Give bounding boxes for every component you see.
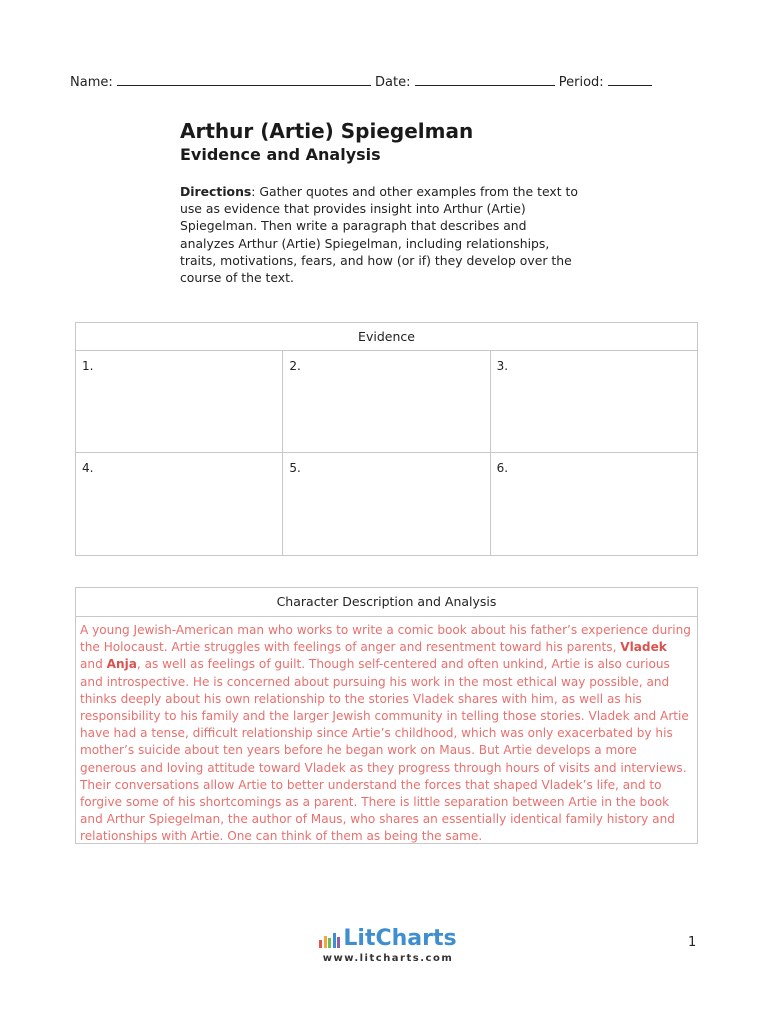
period-label: Period: (558, 75, 604, 90)
evidence-cell-3[interactable]: 3. (490, 351, 697, 453)
date-blank[interactable] (415, 73, 555, 86)
character-analysis-box (75, 587, 698, 844)
page-subtitle: Evidence and Analysis (180, 145, 381, 164)
page-number: 1 (688, 935, 697, 950)
directions-text: : Gather quotes and other examples from the text to use as evidence that provides insight into Arthur (Artie) Spiegelman. Then write a paragraph that describes and analyzes Arthur (Artie) Spiegelman, including relationships, traits, motivations, fears, and how (or if) they develop over the course of the text. (180, 184, 578, 286)
title-block (180, 118, 580, 166)
character-analysis-text[interactable] (76, 617, 697, 846)
logo-bar (337, 937, 340, 948)
date-label: Date: (375, 75, 411, 90)
logo-bar (319, 940, 322, 948)
directions-label: Directions (180, 184, 252, 199)
evidence-cell-4[interactable]: 4. (76, 453, 283, 556)
character-analysis-heading: Character Description and Analysis (76, 588, 697, 617)
period-blank[interactable] (608, 73, 652, 86)
logo-bar (328, 938, 331, 948)
analysis-and: and (80, 657, 107, 672)
name-label: Name: (70, 75, 113, 90)
student-info-line (70, 73, 710, 90)
logo-bar (324, 936, 327, 948)
page-title: Arthur (Artie) Spiegelman (180, 119, 474, 143)
analysis-text-part-1: A young Jewish-American man who works to write a comic book about his father’s experience during the Holocaust. Artie struggles with feelings of anger and resentment toward his parents, (80, 623, 691, 655)
logo-url[interactable]: www.litcharts.com (322, 953, 454, 964)
evidence-table (75, 322, 698, 556)
character-name-vladek: Vladek (620, 640, 667, 655)
evidence-cell-1[interactable]: 1. (76, 351, 283, 453)
logo-bar (333, 933, 336, 948)
analysis-text-part-2: , as well as feelings of guilt. Though self-centered and often unkind, Artie is also curious and introspective. He is concerned about pursuing his work in the most ethical way possible, and thinks deeply about his own relationship to the stories Vladek shares with him, as well as his responsibility to his family and the larger Jewish community in telling those stories. Vladek and Artie have had a tense, difficult relationship since Artie’s childhood, which was only exacerbated by his mother’s suicide about ten years before he began work on Maus. But Artie develops a more generous and loving attitude toward Vladek as they progress through hours of visits and interviews. Their conversations allow Artie to better understand the forces that shaped Vladek’s life, and to forgive some of his shortcomings as a parent. There is little separation between Artie in the book and Arthur Spiegelman, the author of Maus, who shares an essentially identical family history and relationships with Artie. One can think of them as being the same. (80, 657, 689, 844)
evidence-cell-2[interactable]: 2. (283, 351, 490, 453)
evidence-heading: Evidence (76, 323, 698, 351)
bar-chart-icon (319, 932, 340, 948)
directions (180, 183, 580, 286)
evidence-cell-5[interactable]: 5. (283, 453, 490, 556)
logo-text: LitCharts (343, 926, 457, 951)
litcharts-logo[interactable] (318, 927, 458, 964)
evidence-cell-6[interactable]: 6. (490, 453, 697, 556)
character-name-anja: Anja (106, 657, 137, 672)
name-blank[interactable] (117, 73, 371, 86)
